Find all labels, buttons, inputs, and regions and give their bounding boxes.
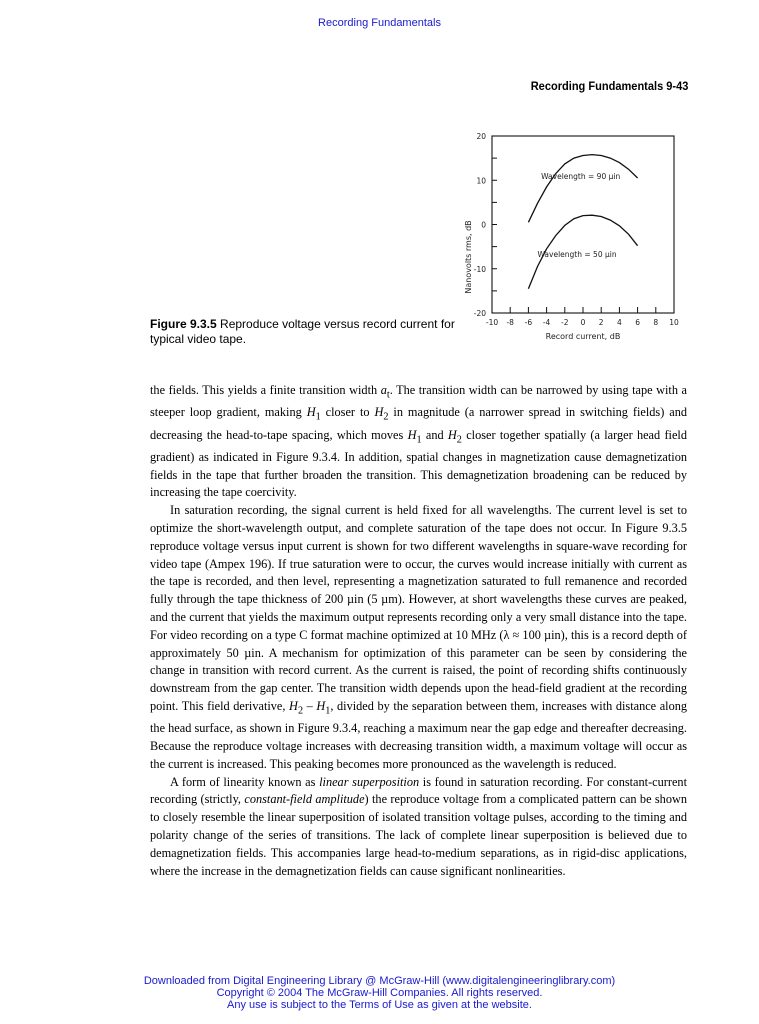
y-axis-label: Nanovolts rms, dB [464,220,473,294]
y-tick-label: -10 [473,264,486,274]
header-link[interactable]: Recording Fundamentals [318,17,441,29]
x-axis-ticks [486,307,679,327]
plot-frame [492,136,674,313]
x-tick-label: 6 [635,318,640,327]
paragraph-1: the fields. This yields a finite transition width $a_t$. The transition width can be narrowed by using tape with a steeper loop gradient, making $H_1$ closer to $H_2$ in magnitude (a narrower spread in switching fields) and decreasing the head-to-tape spacing, which moves $H_1$ and $H_2$ closer together spatially (a larger head field gradient) as indicated in Figure 9.3.4. In addition, spatial changes in magnetization cause demagnetization fields in the tape that further broaden the transition. This demagnetization broadening can be reduced by increasing the tape coercivity. [150,383,687,500]
x-tick-label: 8 [653,318,659,327]
running-head: Recording Fundamentals 9-43 [530,79,688,93]
y-tick-label: 20 [476,132,486,141]
y-tick-label: 0 [481,220,486,230]
x-tick-label: -2 [561,318,569,327]
figure-caption [150,317,470,347]
footer-line-3[interactable]: Any use is subject to the Terms of Use as given at the website. [227,999,532,1011]
figure-label: Figure 9.3.5 [150,317,217,331]
y-axis-ticks [474,132,497,318]
x-tick-label: 10 [669,318,679,327]
x-tick-label: 0 [580,318,586,327]
x-tick-label: -4 [542,318,551,327]
footer-line-2: Copyright © 2004 The McGraw-Hill Companies. All rights reserved. [216,987,543,999]
body-text [150,382,687,880]
footer [0,975,759,1011]
x-tick-label: -10 [485,318,499,327]
x-tick-label: 4 [617,318,622,327]
y-tick-label: -20 [473,309,486,318]
paragraph-3: A form of linearity known as linear superposition is found in saturation recording. For constant-current recording (strictly, constant-field amplitude) the reproduce voltage from a complicated pattern can be shown to closely resemble the linear superposition of isolated transition voltage pulses, according to the timing and polarity change of the series of transitions. The lack of complete linear superposition is believed due to demagnetization fields. This accompanies large head-to-medium separations, as in rigid-disc applications, where the increase in the demagnetization fields can cause significant nonlinearities. [150,774,687,878]
x-tick-label: -8 [506,318,514,327]
footer-line-1[interactable]: Downloaded from Digital Engineering Library @ McGraw-Hill (www.digitalengineeringlibrary.com) [143,975,616,987]
figure-caption-text: Reproduce voltage versus record current for typical video tape. [150,317,455,346]
x-axis-label: Record current, dB [545,332,621,341]
annotation-wavelength-90: Wavelength = 90 µin [541,171,621,181]
series-line-wavelength-90 [528,155,637,223]
x-tick-label: 2 [598,318,604,327]
paragraph-2: In saturation recording, the signal current is held fixed for all wavelengths. The current level is set to optimize the short-wavelength output, and complete saturation of the tape does not occur. In Figure 9.3.5 reproduce voltage versus input current is shown for two different wavelengths in square-wave recording for video tape (Ampex 196). If true saturation were to occur, the curves would increase initially with current as the tape is recorded, and then level, representing a magnetization saturated to full remanence and recorded fully through the tape thickness of 200 µin (5 µm). However, at short wavelengths these curves are peaked, and the current that yields the maximum output represents recording only a very small distance into the tape. For video recording on a type C format machine optimized at 10 MHz (λ ≈ 100 µin), this is a record depth of approximately 50 µin. A mechanism for optimization of this parameter can be seen by considering the change in transition with record current. As the current is raised, the point of recording shifts continuously downstream from the gap center. The transition width depends upon the head-field gradient at the recording point. This field derivative, $H_2 - H_1$, divided by the separation between them, increases with distance along the head surface, as shown in Figure 9.3.4, reaching a maximum near the gap edge and thereafter decreasing. Because the reproduce voltage increases with decreasing transition width, a maximum voltage will occur as the current is increased. This peaking becomes more pronounced as the wavelength is reduced. [150,503,688,771]
figure-9-3-5-chart [440,125,700,355]
annotation-wavelength-50: Wavelength = 50 µin [537,249,617,259]
y-tick-label: 10 [476,176,486,186]
x-tick-label: -6 [524,318,533,327]
